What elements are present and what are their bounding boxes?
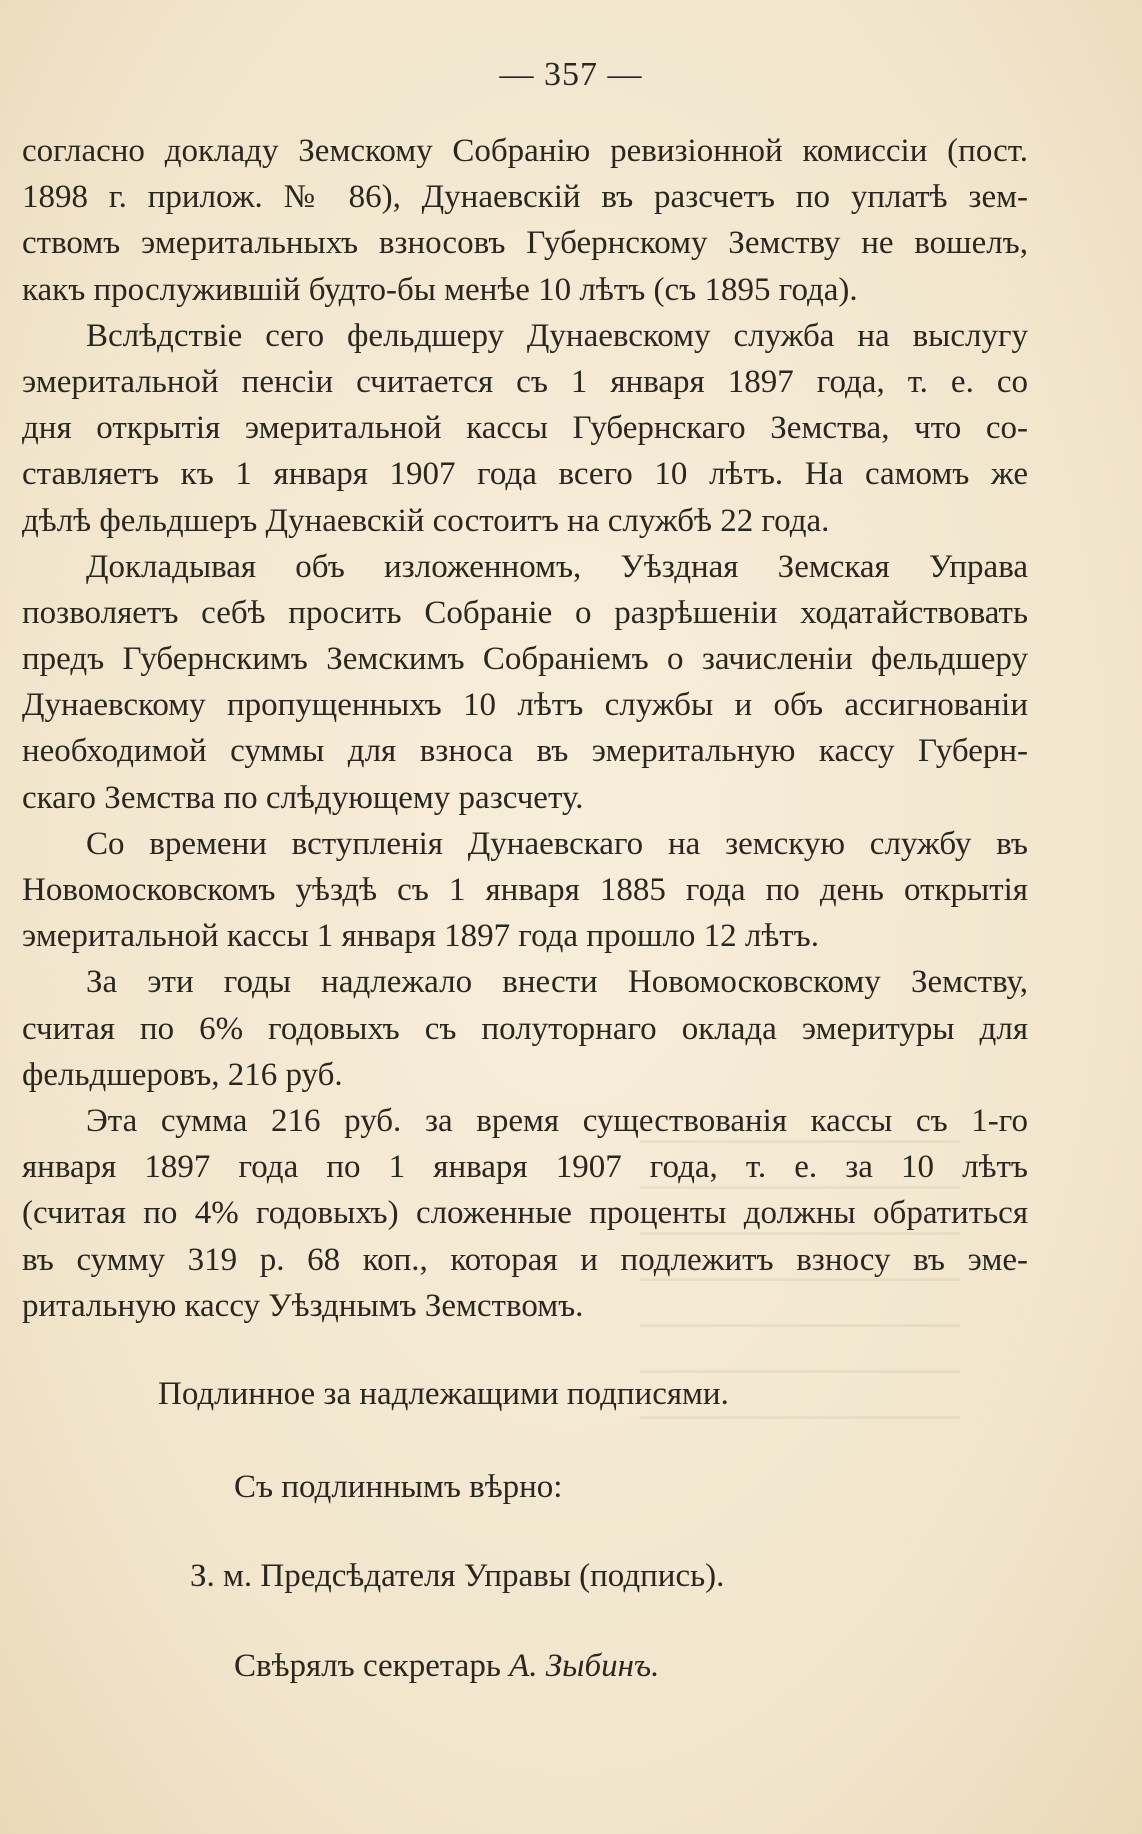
closing-certified — [234, 1469, 562, 1506]
paragraph — [22, 1098, 1028, 1329]
closing-verified — [234, 1648, 659, 1685]
paragraph — [22, 128, 1028, 313]
text-line: согласно докладу Земскому Собранію ревизіонной комиссіи (пост. — [22, 133, 1028, 169]
verified-by-text: Свѣрялъ секретарь — [234, 1648, 501, 1684]
closing-original-note — [158, 1376, 729, 1413]
text-line: Дунаевскому пропущенныхъ 10 лѣтъ службы и объ ассигнованіи — [22, 687, 1028, 724]
closing-deputy-chair — [190, 1558, 724, 1595]
text-line: фельдшеровъ, 216 руб. — [22, 1056, 343, 1093]
text-line: ритальную кассу Уѣзднымъ Земствомъ. — [22, 1287, 584, 1324]
paragraph — [22, 313, 1028, 544]
text-line: ставляетъ къ 1 января 1907 года всего 10 лѣтъ. На самомъ же — [22, 456, 1028, 493]
text-line: необходимой суммы для взноса въ эмеритальную кассу Губерн- — [22, 733, 1028, 770]
text-line: въ сумму 319 р. 68 коп., которая и подлежитъ взносу въ эме- — [22, 1241, 1028, 1278]
text-line: Эта сумма 216 руб. за время существованія кассы съ 1-го — [86, 1102, 1028, 1139]
text-line: января 1897 года по 1 января 1907 года, т. е. за 10 лѣтъ — [22, 1149, 1028, 1186]
text-line: ствомъ эмеритальныхъ взносовъ Губернскому Земству не вошелъ, — [22, 225, 1028, 262]
text-line: считая по 6% годовыхъ съ полуторнаго оклада эмеритуры для — [22, 1010, 1028, 1047]
secretary-name: А. Зыбинъ. — [509, 1648, 660, 1684]
text-line: дѣлѣ фельдшеръ Дунаевскій состоитъ на службѣ 22 года. — [22, 502, 830, 539]
paragraph — [22, 821, 1028, 960]
text-line: Докладывая объ изложенномъ, Уѣздная Земская Управа — [86, 548, 1028, 585]
text-line: позволяетъ себѣ просить Собраніе о разрѣшеніи ходатайствовать — [22, 594, 1028, 631]
text-line: какъ прослужившій будто-бы менѣе 10 лѣтъ (съ 1895 года). — [22, 271, 858, 308]
text-line: 1898 г. прилож. № 86), Дунаевскій въ разсчетъ по уплатѣ зем- — [22, 179, 1028, 216]
text-line: предъ Губернскимъ Земскимъ Собраніемъ о зачисленіи фельдшеру — [22, 641, 1028, 678]
text-line: Со времени вступленія Дунаевскаго на земскую службу въ — [86, 825, 1028, 862]
text-line: эмеритальной кассы 1 января 1897 года прошло 12 лѣтъ. — [22, 918, 819, 955]
text-line: дня открытія эмеритальной кассы Губернскаго Земства, что со- — [22, 410, 1028, 447]
paragraph — [22, 959, 1028, 1098]
certified-text: Съ подлиннымъ вѣрно: — [234, 1469, 563, 1505]
body-text — [22, 128, 1028, 1329]
text-line: Вслѣдствіе сего фельдшеру Дунаевскому служба на выслугу — [86, 317, 1028, 354]
paragraph — [22, 544, 1028, 821]
text-line: скаго Земства по слѣдующему разсчету. — [22, 779, 584, 816]
page-number: — 357 — — [499, 56, 643, 93]
text-line: Новомосковскомъ уѣздѣ съ 1 января 1885 года по день открытія — [22, 872, 1028, 908]
deputy-chair-text: З. м. Предсѣдателя Управы (подпись). — [190, 1558, 725, 1594]
text-line: (считая по 4% годовыхъ) сложенные проценты должны обратиться — [22, 1195, 1028, 1232]
text-line: эмеритальной пенсіи считается съ 1 января 1897 года, т. е. со — [22, 363, 1028, 400]
original-note-text: Подлинное за надлежащими подписями. — [158, 1376, 729, 1412]
text-line: За эти годы надлежало внести Новомосковскому Земству, — [86, 964, 1028, 1001]
